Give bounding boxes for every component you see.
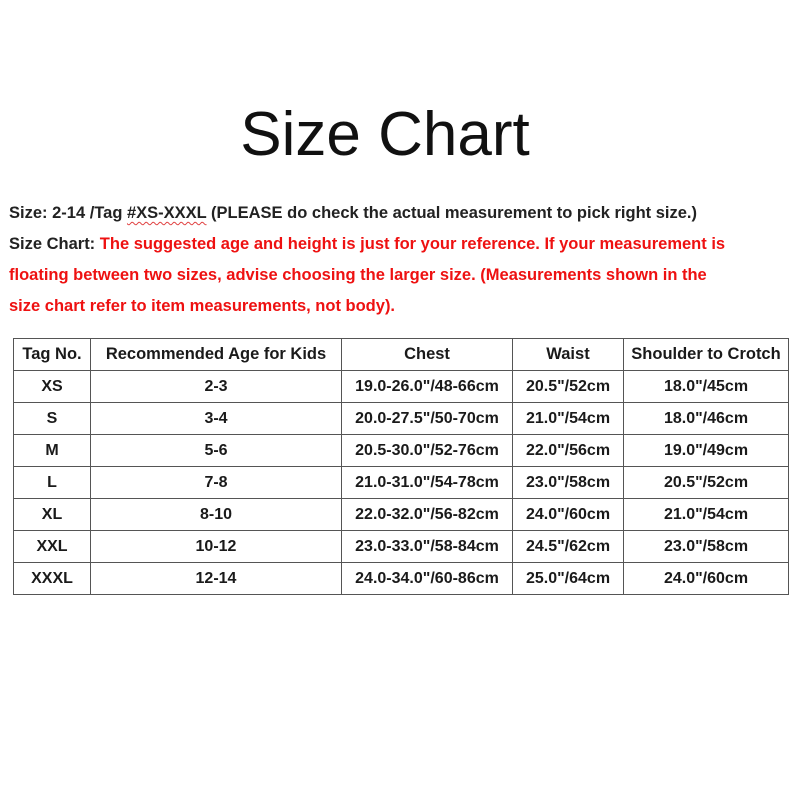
table-header-row	[14, 339, 789, 371]
cell-age: 5-6	[91, 435, 342, 467]
table-row	[14, 531, 789, 563]
cell-tag: XS	[14, 371, 91, 403]
cell-chest: 20.5-30.0"/52-76cm	[342, 435, 513, 467]
size-range-label: Size: 2-14 /Tag	[9, 204, 127, 222]
cell-shoulder-to-crotch: 18.0"/45cm	[624, 371, 789, 403]
cell-tag: XXXL	[14, 563, 91, 595]
table-row	[14, 467, 789, 499]
header-chest: Chest	[342, 339, 513, 371]
cell-shoulder-to-crotch: 19.0"/49cm	[624, 435, 789, 467]
note-line-3: size chart refer to item measurements, not body).	[9, 297, 396, 315]
cell-age: 7-8	[91, 467, 342, 499]
cell-shoulder-to-crotch: 18.0"/46cm	[624, 403, 789, 435]
cell-shoulder-to-crotch: 21.0"/54cm	[624, 499, 789, 531]
cell-waist: 23.0"/58cm	[513, 467, 624, 499]
cell-shoulder-to-crotch: 20.5"/52cm	[624, 467, 789, 499]
table-row	[14, 403, 789, 435]
cell-chest: 22.0-32.0"/56-82cm	[342, 499, 513, 531]
note-line-1: The suggested age and height is just for your reference. If your measurement is	[99, 235, 726, 253]
size-chart-note	[9, 229, 799, 322]
header-waist: Waist	[513, 339, 624, 371]
header-shoulder-to-crotch: Shoulder to Crotch	[624, 339, 789, 371]
cell-tag: S	[14, 403, 91, 435]
cell-shoulder-to-crotch: 23.0"/58cm	[624, 531, 789, 563]
page-title: Size Chart	[240, 100, 530, 169]
size-table	[13, 338, 789, 595]
cell-tag: M	[14, 435, 91, 467]
cell-shoulder-to-crotch: 24.0"/60cm	[624, 563, 789, 595]
cell-age: 10-12	[91, 531, 342, 563]
cell-waist: 22.0"/56cm	[513, 435, 624, 467]
cell-chest: 20.0-27.5"/50-70cm	[342, 403, 513, 435]
table-row	[14, 371, 789, 403]
cell-waist: 24.5"/62cm	[513, 531, 624, 563]
cell-age: 3-4	[91, 403, 342, 435]
header-recommended-age: Recommended Age for Kids	[91, 339, 342, 371]
size-chart-label: Size Chart:	[9, 235, 100, 253]
note-line-2: floating between two sizes, advise choosing the larger size. (Measurements shown in the	[9, 266, 707, 284]
table-row	[14, 563, 789, 595]
table-row	[14, 499, 789, 531]
cell-tag: XL	[14, 499, 91, 531]
table-row	[14, 435, 789, 467]
cell-waist: 21.0"/54cm	[513, 403, 624, 435]
cell-tag: XXL	[14, 531, 91, 563]
cell-chest: 23.0-33.0"/58-84cm	[342, 531, 513, 563]
cell-chest: 19.0-26.0"/48-66cm	[342, 371, 513, 403]
cell-chest: 21.0-31.0"/54-78cm	[342, 467, 513, 499]
cell-waist: 24.0"/60cm	[513, 499, 624, 531]
cell-waist: 20.5"/52cm	[513, 371, 624, 403]
size-range-line	[9, 198, 799, 229]
cell-waist: 25.0"/64cm	[513, 563, 624, 595]
cell-age: 12-14	[91, 563, 342, 595]
size-range-note: (PLEASE do check the actual measurement to pick right size.)	[206, 204, 698, 222]
tag-range: #XS-XXXL	[126, 204, 207, 222]
cell-age: 8-10	[91, 499, 342, 531]
cell-chest: 24.0-34.0"/60-86cm	[342, 563, 513, 595]
cell-tag: L	[14, 467, 91, 499]
cell-age: 2-3	[91, 371, 342, 403]
header-tag-no: Tag No.	[14, 339, 91, 371]
